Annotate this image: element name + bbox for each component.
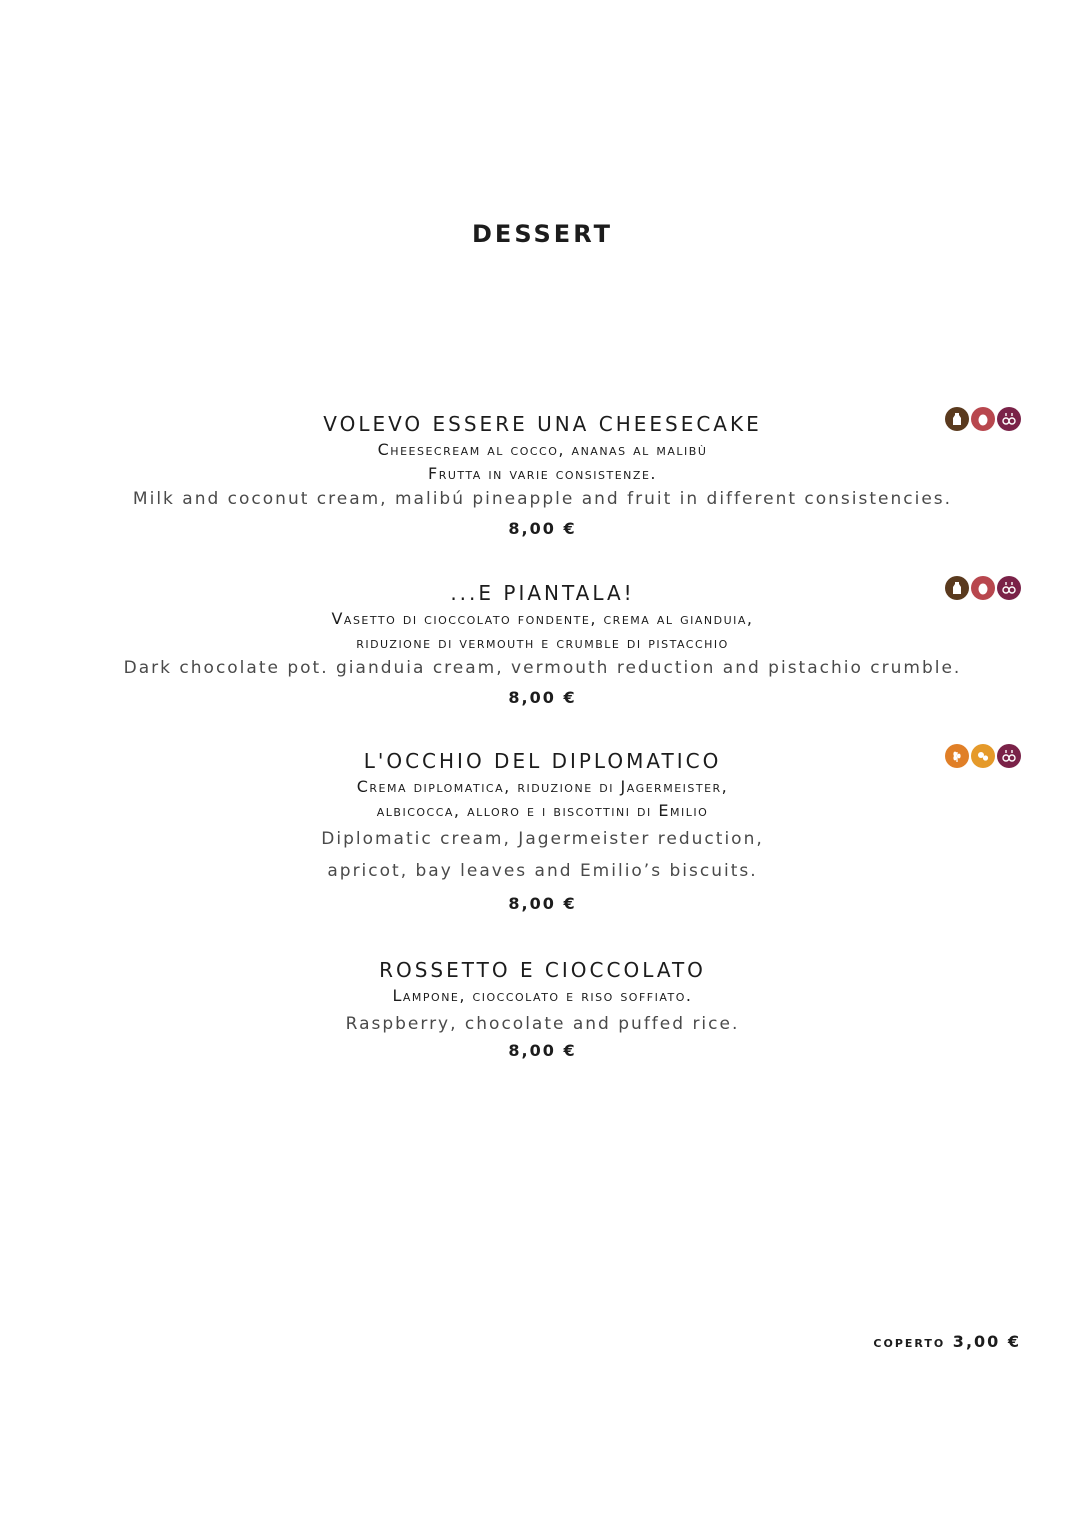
dish-description-it: albicocca, alloro e i biscottini di Emilio [376,801,709,820]
dish-name: ...E PIANTALA! [450,581,635,605]
dish-price: 8,00 € [508,688,577,707]
dish-description-it: Cheesecream al cocco, ananas al malibù [377,440,708,459]
allergen-icons [945,576,1021,600]
sulphites-icon [997,744,1021,768]
milk-icon [945,576,969,600]
dish-description-en: Dark chocolate pot. gianduia cream, vermouth reduction and pistachio crumble. [123,658,962,678]
egg-icon [971,407,995,431]
dish-item [0,579,1085,715]
page-title: DESSERT [472,220,613,248]
dish-name: VOLEVO ESSERE UNA CHEESECAKE [323,412,762,436]
dish-name: L'OCCHIO DEL DIPLOMATICO [363,749,722,773]
egg-icon [971,576,995,600]
dish-price: 8,00 € [508,519,577,538]
dish-description-it: Lampone, cioccolato e riso soffiato. [392,986,693,1005]
dish-description-it: Vasetto di cioccolato fondente, crema al gianduia, [331,609,754,628]
sulphites-icon [997,407,1021,431]
dish-price: 8,00 € [508,1041,577,1060]
nuts-icon [971,744,995,768]
dish-description-it: Frutta in varie consistenze. [428,464,657,483]
dish-description-it: riduzione di vermouth e crumble di pistacchio [356,633,729,652]
dish-description-en: Milk and coconut cream, malibú pineapple and fruit in different consistencies. [132,489,953,509]
dish-description-it: Crema diplomatica, riduzione di Jagermeister, [356,777,729,796]
sulphites-icon [997,576,1021,600]
dish-description-en: Raspberry, chocolate and puffed rice. [345,1014,740,1034]
cover-charge: coperto 3,00 € [873,1332,1021,1351]
allergen-icons [945,407,1021,431]
milk-icon [945,407,969,431]
dish-price: 8,00 € [508,894,577,913]
dish-description-en: apricot, bay leaves and Emilio’s biscuits. [327,861,758,881]
dish-item [0,956,1085,1062]
gluten-icon [945,744,969,768]
dish-description-en: Diplomatic cream, Jagermeister reduction, [321,829,764,849]
dish-name: ROSSETTO E CIOCCOLATO [379,958,706,982]
dish-item [0,747,1085,921]
dish-item [0,410,1085,546]
allergen-icons [945,744,1021,768]
